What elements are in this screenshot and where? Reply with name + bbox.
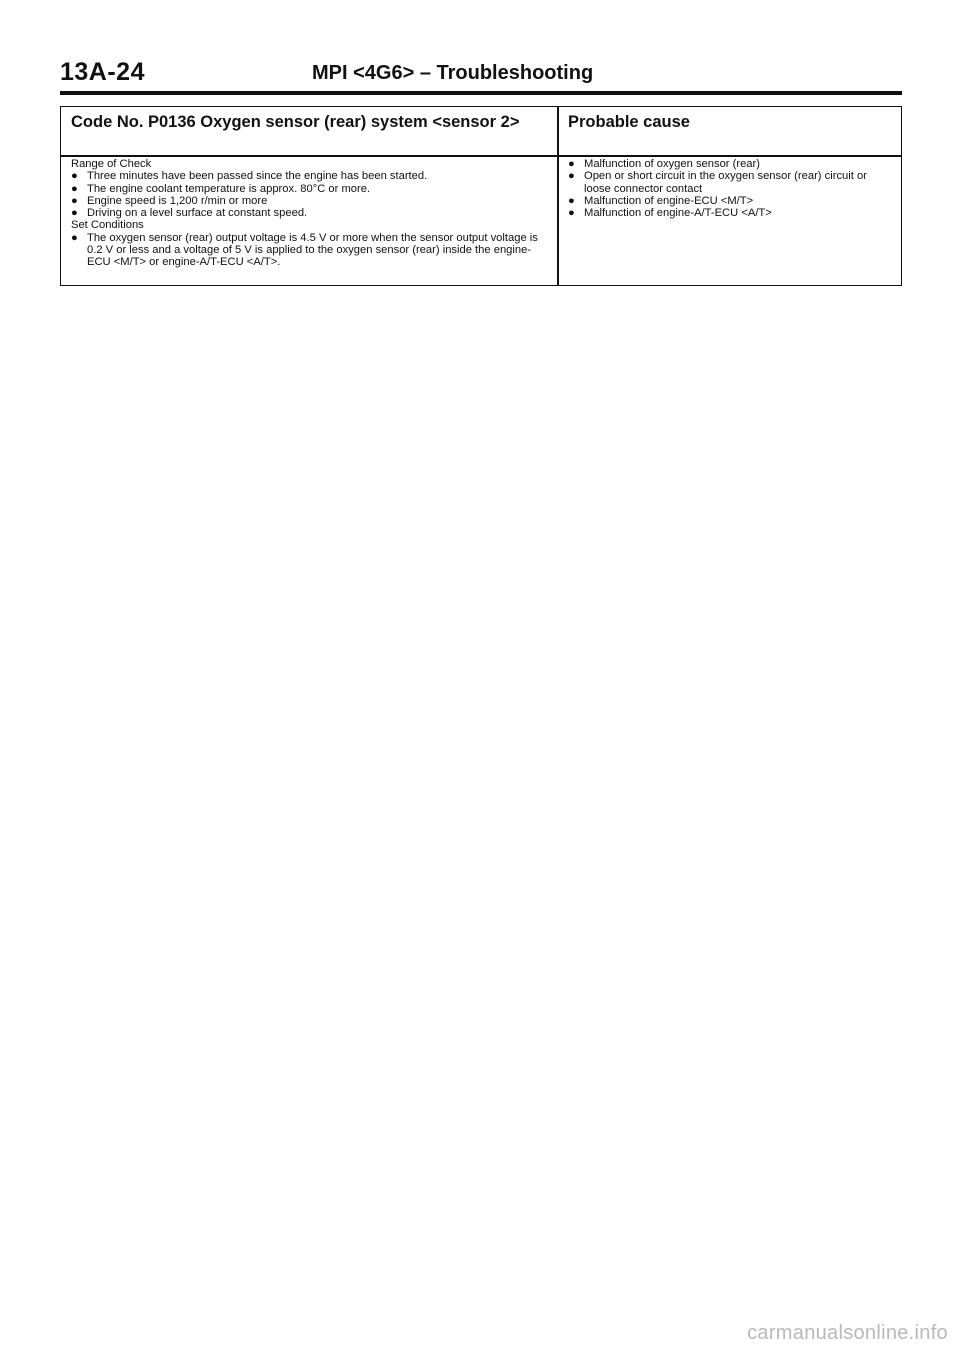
bullet-icon: ● <box>71 194 78 207</box>
probable-cause-heading: Probable cause <box>568 113 690 131</box>
bullet-icon: ● <box>568 158 575 170</box>
dtc-table <box>60 106 902 286</box>
range-of-check-text: The engine coolant temperature is approx. 80°C or more. <box>87 182 371 195</box>
range-of-check-label: Range of Check <box>71 158 152 170</box>
set-conditions-label: Set Conditions <box>71 219 144 232</box>
probable-cause-text: Open or short circuit in the oxygen sensor (rear) circuit or loose connector contact <box>584 170 867 195</box>
range-of-check-item <box>71 183 551 195</box>
check-conditions <box>71 158 551 269</box>
set-condition-text: The oxygen sensor (rear) output voltage is 4.5 V or more when the sensor output voltage is 0.2 V or less and a voltage of 5 V is applied to the oxygen sensor (rear) inside the engine-ECU <M/T> or engine-A/T-ECU <A/T>. <box>87 231 538 269</box>
bullet-icon: ● <box>71 207 78 220</box>
watermark: carmanualsonline.info <box>747 1322 948 1344</box>
bullet-icon: ● <box>568 170 575 183</box>
page-number: 13A-24 <box>60 58 145 86</box>
probable-cause-text: Malfunction of oxygen sensor (rear) <box>584 158 760 170</box>
probable-cause-item <box>568 207 896 219</box>
row-divider <box>61 155 901 157</box>
set-condition-item <box>71 232 551 269</box>
range-of-check-item <box>71 207 551 219</box>
range-of-check-item <box>71 195 551 207</box>
bullet-icon: ● <box>71 170 78 183</box>
bullet-icon: ● <box>568 194 575 207</box>
page-title: MPI <4G6> – Troubleshooting <box>312 62 594 84</box>
probable-cause-text: Malfunction of engine-A/T-ECU <A/T> <box>584 207 772 220</box>
range-of-check-item <box>71 170 551 182</box>
range-of-check-text: Engine speed is 1,200 r/min or more <box>87 194 268 207</box>
range-of-check-text: Three minutes have been passed since the engine has been started. <box>87 170 428 183</box>
probable-cause-text: Malfunction of engine-ECU <M/T> <box>584 194 754 207</box>
page-header <box>60 58 900 90</box>
probable-cause-item <box>568 195 896 207</box>
column-divider <box>557 107 559 285</box>
bullet-icon: ● <box>71 231 78 244</box>
bullet-icon: ● <box>568 207 575 220</box>
range-of-check-text: Driving on a level surface at constant speed. <box>87 207 308 220</box>
probable-cause-item <box>568 158 896 170</box>
code-heading: Code No. P0136 Oxygen sensor (rear) system <sensor 2> <box>71 113 520 131</box>
bullet-icon: ● <box>71 182 78 195</box>
header-rule <box>60 91 902 95</box>
probable-cause-list <box>568 158 896 219</box>
probable-cause-item <box>568 170 896 195</box>
